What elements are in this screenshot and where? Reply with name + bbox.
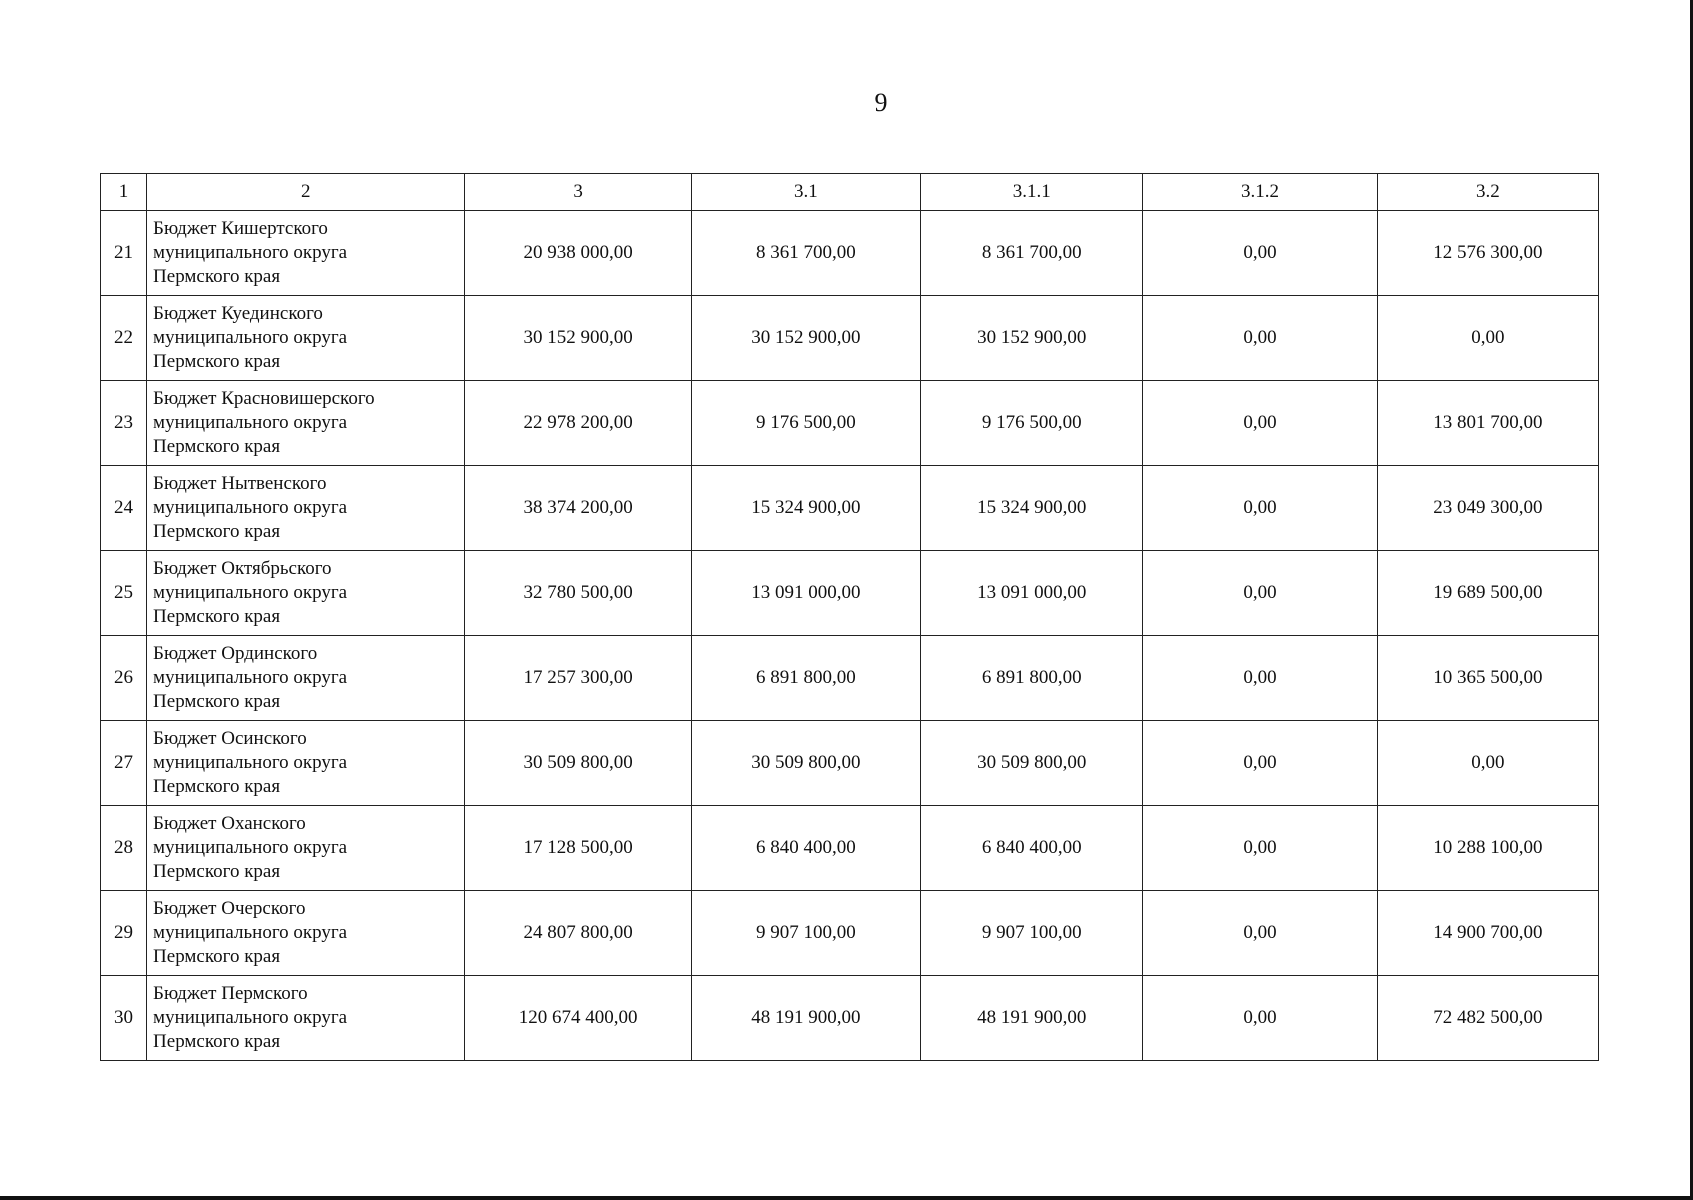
- table-row: [101, 976, 1599, 1061]
- budget-name-line: муниципального округа: [153, 667, 348, 688]
- table-row: [101, 721, 1599, 806]
- row-number: 23: [101, 381, 147, 466]
- value-col-3-1-2: 0,00: [1143, 551, 1377, 636]
- budget-name-line: Пермского края: [153, 606, 281, 627]
- budget-name-line: муниципального округа: [153, 752, 348, 773]
- budget-name: [147, 976, 465, 1061]
- budget-name-line: Пермского края: [153, 1031, 281, 1052]
- budget-name: [147, 296, 465, 381]
- value-col-3-2: 10 288 100,00: [1377, 806, 1598, 891]
- row-number: 26: [101, 636, 147, 721]
- budget-name-line: Бюджет Куединского: [153, 303, 323, 324]
- value-col-3-1-1: 6 840 400,00: [921, 806, 1143, 891]
- budget-name-line: Бюджет Нытвенского: [153, 473, 327, 494]
- row-number: 24: [101, 466, 147, 551]
- budget-name: [147, 806, 465, 891]
- row-number: 27: [101, 721, 147, 806]
- budget-name-line: Бюджет Оханского: [153, 813, 306, 834]
- budget-name-line: Бюджет Осинского: [153, 728, 307, 749]
- budget-table: [100, 173, 1599, 1061]
- budget-name-line: муниципального округа: [153, 242, 348, 263]
- value-col-3-1-1: 6 891 800,00: [921, 636, 1143, 721]
- budget-name-line: Бюджет Красновишерского: [153, 388, 375, 409]
- value-col-3: 32 780 500,00: [465, 551, 691, 636]
- row-number: 21: [101, 211, 147, 296]
- value-col-3-2: 23 049 300,00: [1377, 466, 1598, 551]
- table-row: [101, 891, 1599, 976]
- table-row: [101, 636, 1599, 721]
- budget-name-line: Пермского края: [153, 436, 281, 457]
- value-col-3-1-1: 8 361 700,00: [921, 211, 1143, 296]
- row-number: 30: [101, 976, 147, 1061]
- value-col-3-2: 12 576 300,00: [1377, 211, 1598, 296]
- value-col-3: 30 152 900,00: [465, 296, 691, 381]
- value-col-3-1: 8 361 700,00: [691, 211, 920, 296]
- value-col-3-1-2: 0,00: [1143, 891, 1377, 976]
- budget-name: [147, 636, 465, 721]
- value-col-3-1-1: 30 509 800,00: [921, 721, 1143, 806]
- budget-name-line: муниципального округа: [153, 327, 348, 348]
- header-col-3-2: 3.2: [1377, 174, 1598, 211]
- budget-name-line: Бюджет Очерского: [153, 898, 306, 919]
- value-col-3-1: 9 907 100,00: [691, 891, 920, 976]
- budget-name: [147, 891, 465, 976]
- value-col-3-1: 13 091 000,00: [691, 551, 920, 636]
- value-col-3-1-1: 30 152 900,00: [921, 296, 1143, 381]
- budget-name-line: Бюджет Октябрьского: [153, 558, 332, 579]
- budget-name: [147, 551, 465, 636]
- table-row: [101, 806, 1599, 891]
- value-col-3-2: 14 900 700,00: [1377, 891, 1598, 976]
- budget-name-line: Пермского края: [153, 351, 281, 372]
- budget-name-line: Пермского края: [153, 521, 281, 542]
- value-col-3: 17 128 500,00: [465, 806, 691, 891]
- table-row: [101, 551, 1599, 636]
- row-number: 22: [101, 296, 147, 381]
- budget-name-line: Пермского края: [153, 946, 281, 967]
- row-number: 29: [101, 891, 147, 976]
- value-col-3-1-1: 9 907 100,00: [921, 891, 1143, 976]
- value-col-3-1: 48 191 900,00: [691, 976, 920, 1061]
- value-col-3-1: 6 891 800,00: [691, 636, 920, 721]
- value-col-3-2: 0,00: [1377, 721, 1598, 806]
- budget-name: [147, 466, 465, 551]
- value-col-3-1-1: 13 091 000,00: [921, 551, 1143, 636]
- budget-name-line: муниципального округа: [153, 1007, 348, 1028]
- value-col-3-1-2: 0,00: [1143, 976, 1377, 1061]
- value-col-3-2: 0,00: [1377, 296, 1598, 381]
- budget-name-line: Пермского края: [153, 691, 281, 712]
- value-col-3-1-2: 0,00: [1143, 721, 1377, 806]
- table-row: [101, 466, 1599, 551]
- budget-name-line: муниципального округа: [153, 497, 348, 518]
- budget-name-line: муниципального округа: [153, 412, 348, 433]
- header-col-2: 2: [147, 174, 465, 211]
- value-col-3-2: 72 482 500,00: [1377, 976, 1598, 1061]
- value-col-3: 120 674 400,00: [465, 976, 691, 1061]
- value-col-3-1-1: 9 176 500,00: [921, 381, 1143, 466]
- table-row: [101, 381, 1599, 466]
- page-number: 9: [874, 88, 888, 117]
- budget-name-line: муниципального округа: [153, 837, 348, 858]
- budget-name-line: Бюджет Пермского: [153, 983, 308, 1004]
- value-col-3-1-2: 0,00: [1143, 806, 1377, 891]
- value-col-3-1: 6 840 400,00: [691, 806, 920, 891]
- budget-name: [147, 211, 465, 296]
- table-row: [101, 211, 1599, 296]
- budget-table-wrapper: [100, 173, 1599, 1061]
- value-col-3-1-2: 0,00: [1143, 636, 1377, 721]
- header-col-3: 3: [465, 174, 691, 211]
- budget-name-line: Бюджет Ординского: [153, 643, 318, 664]
- value-col-3: 17 257 300,00: [465, 636, 691, 721]
- value-col-3-1-2: 0,00: [1143, 381, 1377, 466]
- header-col-1: 1: [101, 174, 147, 211]
- budget-name-line: муниципального округа: [153, 582, 348, 603]
- value-col-3-2: 19 689 500,00: [1377, 551, 1598, 636]
- value-col-3: 30 509 800,00: [465, 721, 691, 806]
- header-col-3-1-2: 3.1.2: [1143, 174, 1377, 211]
- value-col-3-1: 30 152 900,00: [691, 296, 920, 381]
- value-col-3: 24 807 800,00: [465, 891, 691, 976]
- table-row: [101, 296, 1599, 381]
- value-col-3-1: 15 324 900,00: [691, 466, 920, 551]
- value-col-3-1-2: 0,00: [1143, 211, 1377, 296]
- row-number: 25: [101, 551, 147, 636]
- value-col-3-1: 30 509 800,00: [691, 721, 920, 806]
- value-col-3-1-2: 0,00: [1143, 296, 1377, 381]
- budget-name: [147, 721, 465, 806]
- budget-name-line: Бюджет Кишертского: [153, 218, 328, 239]
- value-col-3: 22 978 200,00: [465, 381, 691, 466]
- header-col-3-1-1: 3.1.1: [921, 174, 1143, 211]
- budget-name-line: Пермского края: [153, 776, 281, 797]
- table-body: [101, 211, 1599, 1061]
- row-number: 28: [101, 806, 147, 891]
- header-row: [101, 174, 1599, 211]
- value-col-3-2: 10 365 500,00: [1377, 636, 1598, 721]
- value-col-3-1: 9 176 500,00: [691, 381, 920, 466]
- value-col-3: 38 374 200,00: [465, 466, 691, 551]
- value-col-3-1-1: 48 191 900,00: [921, 976, 1143, 1061]
- budget-name-line: муниципального округа: [153, 922, 348, 943]
- value-col-3: 20 938 000,00: [465, 211, 691, 296]
- header-col-3-1: 3.1: [691, 174, 920, 211]
- value-col-3-2: 13 801 700,00: [1377, 381, 1598, 466]
- budget-name-line: Пермского края: [153, 266, 281, 287]
- budget-name-line: Пермского края: [153, 861, 281, 882]
- value-col-3-1-1: 15 324 900,00: [921, 466, 1143, 551]
- budget-name: [147, 381, 465, 466]
- value-col-3-1-2: 0,00: [1143, 466, 1377, 551]
